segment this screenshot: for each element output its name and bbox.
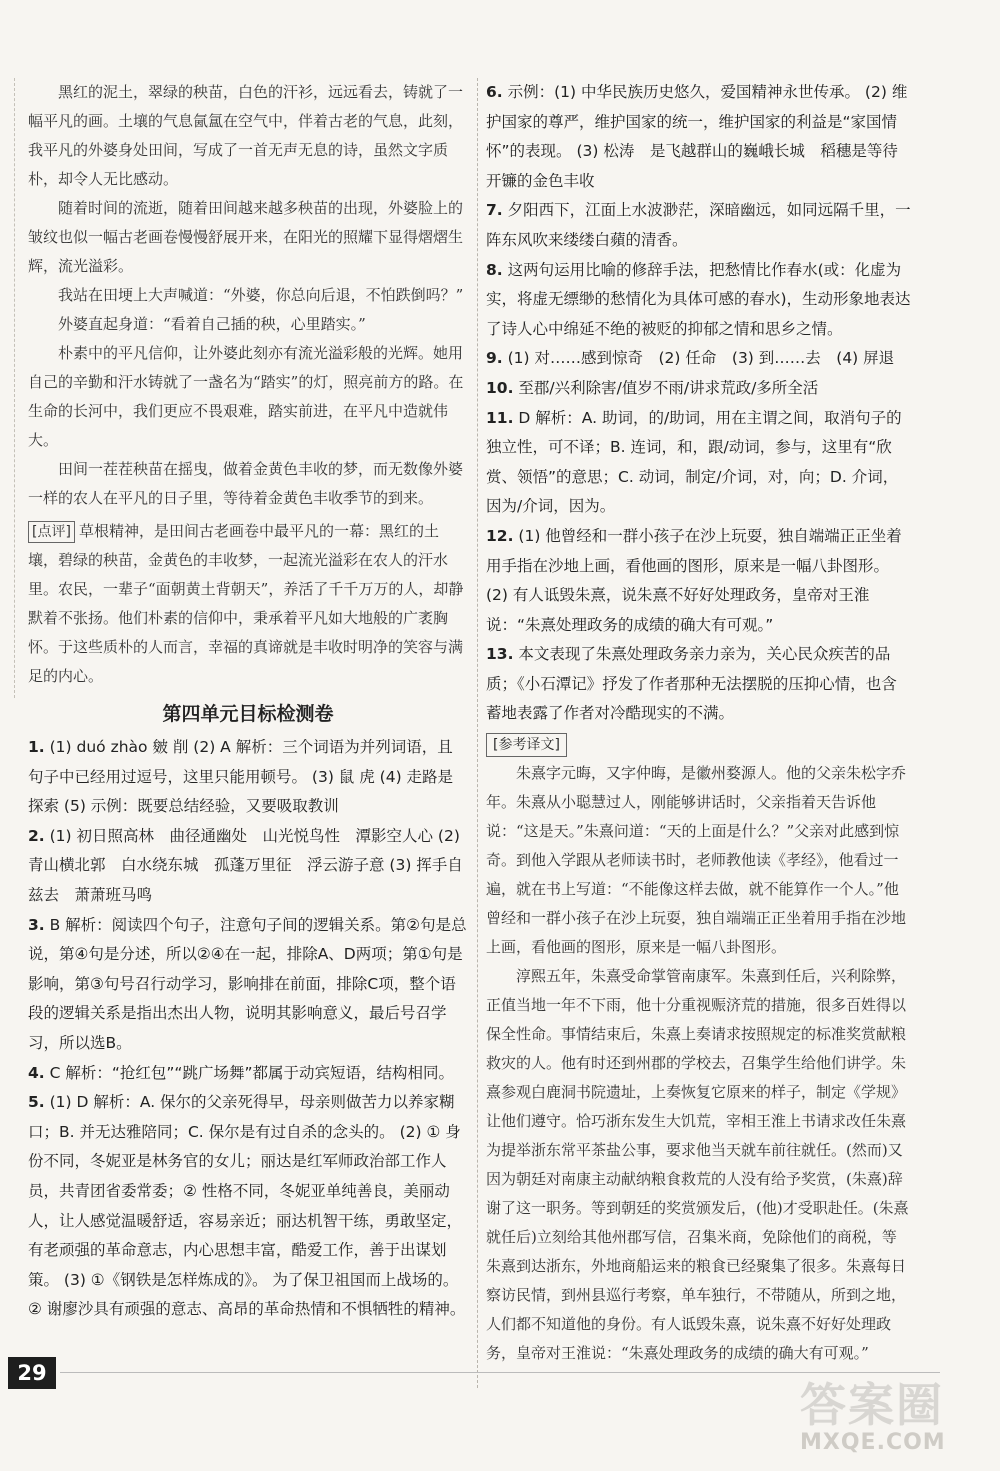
answer-number: 12. [486,526,514,545]
answer-text: 示例：(1) 中华民族历史悠久，爱国精神永世传承。 (2) 维护国家的尊严，维护国家的统一，维护国家的利益是“家国情怀”的表现。 (3) 松涛 是飞越群山的巍峨长城 稻穗是等待开镰的金色丰收 [486,83,908,190]
answer-number: 7. [486,201,503,220]
passage-paragraph: 朴素中的平凡信仰，让外婆此刻亦有流光溢彩般的光辉。她用自己的辛勤和汗水铸就了一盏名为“踏实”的灯，照亮前方的路。在生命的长河中，我们更应不畏艰难，踏实前进，在平凡中造就伟大。 [28,344,464,449]
answer-text: 夕阳西下，江面上水波渺茫，深暗幽远，如同远隔千里，一阵东风吹来缕缕白蘋的清香。 [486,201,911,249]
answer-text: D 解析：A. 助词，的/助词，用在主谓之间，取消句子的独立性，可不译；B. 连词，和，跟/动词，参与，这里有“欣赏、领悟”的意思；C. 动词，制定/介词，对，向；D. 介词，因为/介词，因为。 [486,408,902,516]
answer-text: (1) 对……感到惊奇 (2) 任命 (3) 到……去 (4) 屏退 [507,349,895,368]
answer-number: 13. [486,645,514,664]
answer-item [486,522,911,640]
translation-paragraph: 朱熹字元晦，又字仲晦，是徽州婺源人。他的父亲朱松字乔年。朱熹从小聪慧过人，刚能够讲话时，父亲指着天告诉他说：“这是天。”朱熹问道：“天的上面是什么？”父亲对此感到惊奇。到他入学跟从老师读书时，老师教他读《孝经》，他看过一遍，就在书上写道：“不能像这样去做，就不能算作一个人。”他曾经和一群小孩子在沙上玩耍，独自端端正正坐着用手指在沙地上画，看他画的图形，原来是一幅八卦图形。 [486,764,907,957]
answer-item [28,1088,468,1325]
answer-number: 4. [28,1063,45,1082]
comment-text: 草根精神，是田间古老画卷中最平凡的一幕：黑红的土壤，碧绿的秧苗，金黄色的丰收梦，一起流光溢彩在农人的汗水里。农民，一辈子“面朝黄土背朝天”，养活了千千万万的人，却静默着不张扬。他们朴素的信仰中，秉承着平凡如大地般的广袤胸怀。于这些质朴的人而言，幸福的真谛就是丰收时明净的笑容与满足的内心。 [28,522,464,685]
answer-number: 9. [486,349,503,368]
answer-number: 2. [28,826,45,845]
answer-text: 至郡/兴利除害/值岁不雨/讲求荒政/多所全活 [518,378,819,397]
footer-rule [60,1372,940,1373]
watermark-url: MXQE.COM [800,1430,946,1455]
passage-paragraph: 我站在田埂上大声喊道：“外婆，你总向后退，不怕跌倒吗？” [58,286,464,304]
passage-paragraph: 随着时间的流逝，随着田间越来越多秧苗的出现，外婆脸上的皱纹也似一幅古老画卷慢慢舒展开来，在阳光的照耀下显得熠熠生辉，流光溢彩。 [28,199,464,275]
section-title: 第四单元目标检测卷 [162,703,334,725]
answer-number: 10. [486,378,514,397]
answer-text: B 解析：阅读四个句子，注意句子间的逻辑关系。第②句是总说，第④句是分述，所以②④在一起，排除A、D两项；第①句是影响，第③句号召行动学习，影响排在前面，排除C项，整个语段的逻辑关系是指出杰出人物，说明其影响意义，最后号召学习，所以选B。 [28,915,467,1052]
column-divider [477,78,479,1388]
answer-number: 5. [28,1093,45,1112]
answer-number: 1. [28,738,45,756]
answer-number: 8. [486,260,503,279]
answer-number: 3. [28,915,45,934]
answer-item [486,344,911,374]
translation-paragraph: 淳熙五年，朱熹受命掌管南康军。朱熹到任后，兴利除弊，正值当地一年不下雨，他十分重视赈济荒的措施，很多百姓得以保全性命。事情结束后，朱熹上奏请求按照规定的标准奖赏献粮救灾的人。他有时还到州郡的学校去，召集学生给他们讲学。朱熹参观白鹿洞书院遗址，上奏恢复它原来的样子，制定《学规》让他们遵守。恰巧浙东发生大饥荒，宰相王淮上书请求改任朱熹为提举浙东常平茶盐公事，要求他当天就车前往就任。(然而)又因为朝廷对南康主动献纳粮食救荒的人没有给予奖赏，(朱熹)辞谢了这一职务。等到朝廷的奖赏颁发后，(他)才受职赴任。(朱熹就任后)立刻给其他州郡写信，召集米商，免除他们的商税，等朱熹到达浙东，外地商船运来的粮食已经聚集了很多。朱熹每日察访民情，到州县巡行考察，单车独行，不带随从，所到之地，人们都不知道他的身份。有人诋毁朱熹，说朱熹不好好处理政务，皇帝对王淮说：“朱熹处理政务的成绩的确大有可观。” [486,967,909,1363]
answer-item [486,78,911,196]
right-column [486,78,911,1368]
left-margin-rule [14,78,16,698]
answer-text: C 解析：“抢红包”“跳广场舞”都属于动宾短语，结构相同。 [49,1063,454,1082]
answer-item [486,196,911,255]
answer-text: (1) D 解析：A. 保尔的父亲死得早，母亲则做苦力以养家糊口；B. 并无达雅陪同；C. 保尔是有过自杀的念头的。 (2) ① 身份不同，冬妮亚是林务官的女儿；丽达是红军师政治部工作人员，共青团省委常委；② 性格不同，冬妮亚单纯善良，美丽动人，让人感觉温暖舒适，容易亲近；丽达机智干练，勇敢坚定，有老顽强的革命意志，内心思想丰富，酷爱工作，善于出谋划策。 (3) ①《钢铁是怎样炼成的》。 为了保卫祖国而上战场的。 ② 谢廖沙具有顽强的意志、高昂的革命热情和不惧牺牲的精神。 [28,1093,466,1319]
translation-tag: [参考译文] [486,733,567,757]
comment-tag: [点评] [28,521,75,543]
answer-item [486,374,911,404]
answer-text: 本文表现了朱熹处理政务亲力亲为，关心民众疾苦的品质；《小石潭记》抒发了作者那种无法摆脱的压抑心情，也含蓄地表露了作者对冷酷现实的不满。 [486,645,897,723]
answer-item [28,1059,468,1089]
answer-number: 11. [486,408,514,427]
answer-text: (1) 初日照高林 曲径通幽处 山光悦鸟性 潭影空人心 (2) 青山横北郭 白水绕东城 孤蓬万里征 浮云游子意 (3) 挥手自兹去 萧萧班马鸣 [28,826,463,904]
watermark-logo: 答案圈 [800,1378,944,1432]
passage-paragraph: 田间一茬茬秧苗在摇曳，做着金黄色丰收的梦，而无数像外婆一样的农人在平凡的日子里，等待着金黄色丰收季节的到来。 [28,460,464,507]
answer-item [28,822,468,911]
watermark [800,1380,990,1460]
answer-item [28,911,468,1059]
page-number: 29 [8,1357,56,1389]
left-column [28,78,468,1325]
answer-number: 6. [486,83,503,101]
answer-text: (1) 他曾经和一群小孩子在沙上玩耍，独自端端正正坐着用手指在沙地上画，看他画的图形，原来是一幅八卦图形。 (2) 有人诋毁朱熹，说朱熹不好好处理政务，皇帝对王淮说：“朱熹处理政务的成绩的确大有可观。” [486,526,902,634]
answer-text: 这两句运用比喻的修辞手法，把愁情比作春水(或：化虚为实，将虚无缥缈的愁情化为具体可感的春水)，生动形象地表达了诗人心中绵延不绝的被贬的抑郁之情和思乡之情。 [486,260,911,338]
passage-paragraph: 外婆直起身道：“看着自己插的秧，心里踏实。” [58,315,366,333]
answer-item [28,733,468,822]
answer-item [486,640,911,729]
answer-text: (1) duó zhào 皴 削 (2) A 解析：三个词语为并列词语，且句子中已经用过逗号，这里只能用顿号。 (3) 鼠 虎 (4) 走路是探索 (5) 示例：既要总结经验，又要吸取教训 [28,738,454,816]
comment-block [28,517,468,691]
passage-paragraph: 黑红的泥土，翠绿的秧苗，白色的汗衫，远远看去，铸就了一幅平凡的画。土壤的气息氤氲在空气中，伴着古老的气息，此刻，我平凡的外婆身处田间，写成了一首无声无息的诗，虽然文字质朴，却令人无比感动。 [28,83,464,188]
answer-item [486,256,911,345]
comment-paragraph [28,517,468,691]
answer-item [486,404,911,522]
